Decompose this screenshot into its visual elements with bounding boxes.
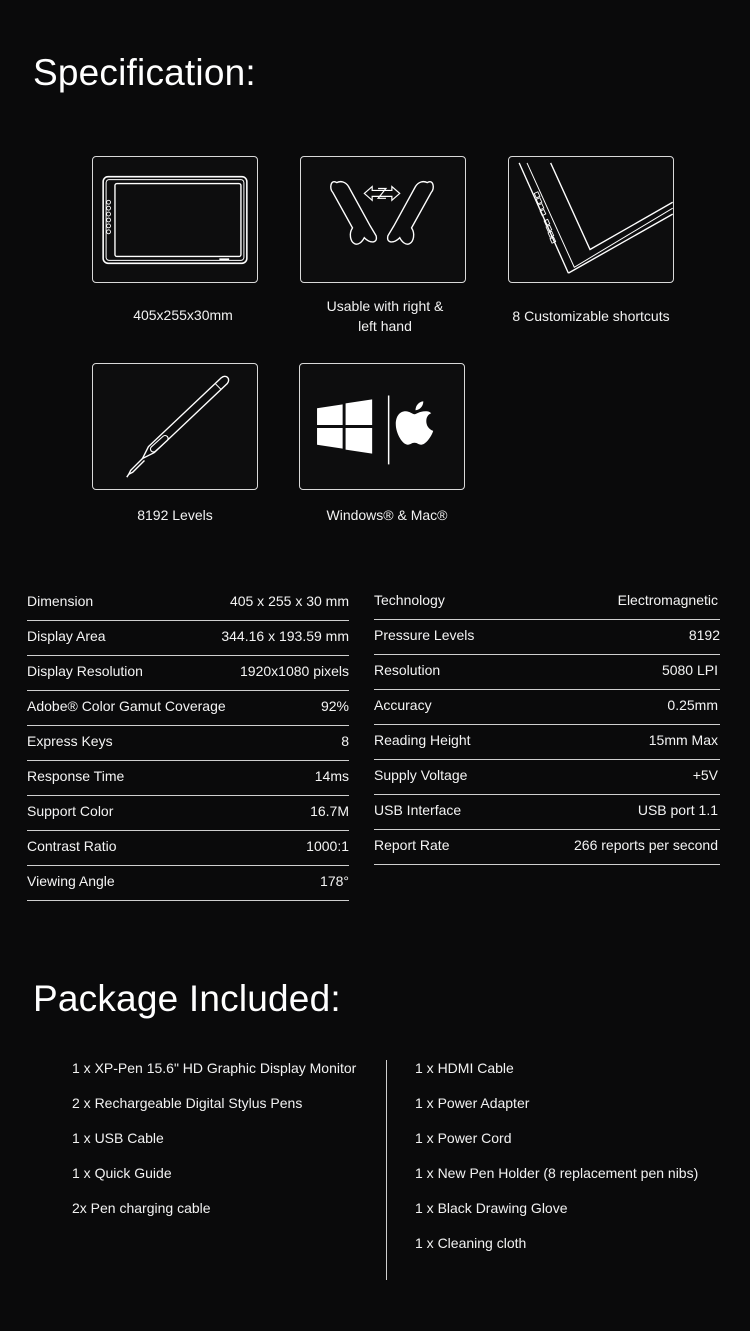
feature-caption-os: Windows® & Mac®: [326, 507, 448, 523]
spec-row: [27, 621, 349, 656]
left-right-hand-icon: [301, 157, 465, 282]
spec-label: Display Resolution: [27, 663, 143, 679]
spec-label: Support Color: [27, 803, 114, 819]
spec-row: [374, 760, 720, 795]
spec-value: 15mm Max: [648, 732, 718, 748]
spec-label: Report Rate: [374, 837, 450, 853]
spec-value: 1000:1: [306, 838, 349, 854]
spec-row: [27, 831, 349, 866]
package-item: 1 x USB Cable: [72, 1130, 164, 1146]
package-item: 1 x Quick Guide: [72, 1165, 172, 1181]
feature-card-hands: [300, 156, 466, 283]
spec-row: [374, 795, 720, 830]
spec-label: Adobe® Color Gamut Coverage: [27, 698, 226, 714]
stylus-pen-icon: [93, 364, 257, 489]
feature-card-shortcuts: [508, 156, 674, 283]
feature-card-os: [299, 363, 465, 490]
spec-value: 14ms: [314, 768, 349, 784]
page-title: Specification:: [33, 52, 256, 93]
package-title: Package Included:: [33, 978, 341, 1019]
feature-card-dimension: [92, 156, 258, 283]
package-item: 2x Pen charging cable: [72, 1200, 211, 1216]
spec-value: 92%: [320, 698, 349, 714]
feature-caption-hands-line1: Usable with right &: [326, 298, 444, 314]
spec-value: 178°: [320, 873, 349, 889]
spec-row: [27, 866, 349, 901]
spec-row: [374, 725, 720, 760]
spec-value: +5V: [692, 767, 718, 783]
spec-label: Display Area: [27, 628, 106, 644]
spec-value: 8: [341, 733, 349, 749]
spec-label: Supply Voltage: [374, 767, 468, 783]
shortcut-keys-icon: [509, 157, 673, 282]
spec-label: Viewing Angle: [27, 873, 115, 889]
package-item: 1 x Cleaning cloth: [415, 1235, 527, 1251]
feature-caption-hands: [285, 296, 485, 336]
spec-label: Reading Height: [374, 732, 471, 748]
feature-caption-pen: 8192 Levels: [137, 507, 213, 523]
spec-value: 266 reports per second: [574, 837, 718, 853]
package-item: 1 x Power Adapter: [415, 1095, 530, 1111]
package-item: 2 x Rechargeable Digital Stylus Pens: [72, 1095, 303, 1111]
spec-label: Response Time: [27, 768, 125, 784]
feature-caption-shortcuts: 8 Customizable shortcuts: [512, 308, 670, 324]
spec-row: [374, 655, 720, 690]
package-item: 1 x XP-Pen 15.6" HD Graphic Display Monitor: [72, 1060, 357, 1076]
spec-label: Express Keys: [27, 733, 113, 749]
windows-mac-icon: [300, 364, 464, 489]
spec-label: Resolution: [374, 662, 441, 678]
spec-value: 1920x1080 pixels: [240, 663, 349, 679]
spec-value: USB port 1.1: [637, 802, 718, 818]
spec-row: [374, 690, 720, 725]
spec-label: USB Interface: [374, 802, 462, 818]
spec-label: Pressure Levels: [374, 627, 475, 643]
spec-row: [27, 586, 349, 621]
spec-label: Accuracy: [374, 697, 432, 713]
spec-value: Electromagnetic: [617, 592, 718, 608]
spec-row: [27, 796, 349, 831]
package-item: 1 x HDMI Cable: [415, 1060, 514, 1076]
spec-row: [27, 761, 349, 796]
spec-value: 344.16 x 193.59 mm: [221, 628, 349, 644]
feature-caption-dimension: 405x255x30mm: [133, 307, 233, 323]
spec-value: 0.25mm: [667, 697, 718, 713]
spec-row: [374, 620, 720, 655]
spec-value: 8192: [688, 627, 720, 643]
package-divider: [386, 1060, 387, 1280]
spec-row: [27, 726, 349, 761]
feature-caption-hands-line2: left hand: [358, 318, 412, 334]
spec-label: Contrast Ratio: [27, 838, 117, 854]
spec-row: [374, 830, 720, 865]
package-item: 1 x New Pen Holder (8 replacement pen nibs): [415, 1165, 699, 1181]
package-item: 1 x Power Cord: [415, 1130, 512, 1146]
package-item: 1 x Black Drawing Glove: [415, 1200, 568, 1216]
spec-value: 405 x 255 x 30 mm: [229, 593, 349, 609]
spec-label: Technology: [374, 592, 445, 608]
spec-label: Dimension: [27, 593, 94, 609]
spec-row: [27, 691, 349, 726]
spec-row: [27, 656, 349, 691]
feature-card-pen: [92, 363, 258, 490]
spec-value: 16.7M: [310, 803, 349, 819]
tablet-dimension-icon: [93, 157, 257, 282]
spec-row: [374, 585, 720, 620]
spec-value: 5080 LPI: [661, 662, 718, 678]
